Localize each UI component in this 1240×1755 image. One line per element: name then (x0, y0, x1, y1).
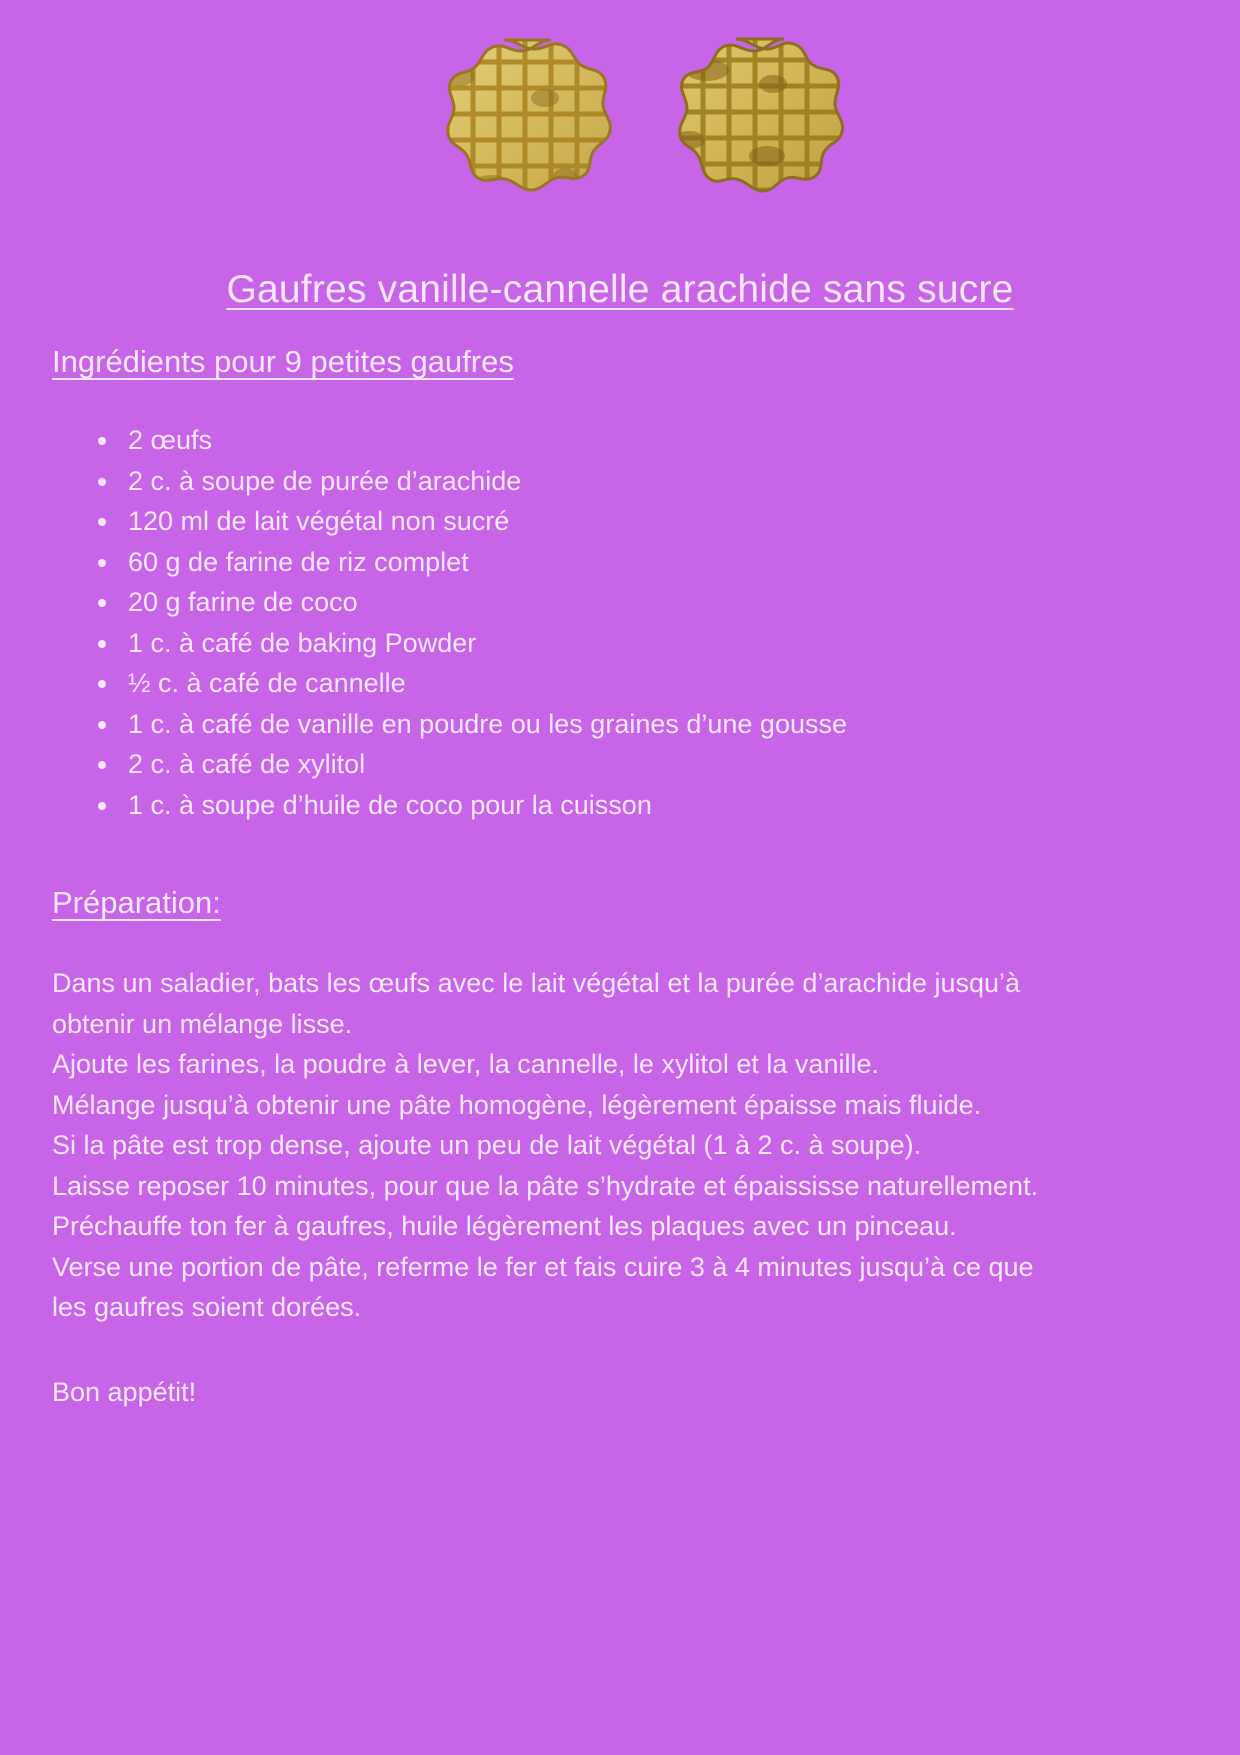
list-item: 2 c. à soupe de purée d’arachide (124, 461, 1188, 502)
list-item: 20 g farine de coco (124, 582, 1188, 623)
list-item: 1 c. à café de vanille en poudre ou les graines d’une gousse (124, 704, 1188, 745)
list-item: 1 c. à café de baking Powder (124, 623, 1188, 664)
list-item: 2 œufs (124, 420, 1188, 461)
closing-note: Bon appétit! (52, 1376, 197, 1407)
list-item: 60 g de farine de riz complet (124, 542, 1188, 583)
list-item: 120 ml de lait végétal non sucré (124, 501, 1188, 542)
preparation-step: Si la pâte est trop dense, ajoute un peu de lait végétal (1 à 2 c. à soupe). (52, 1130, 922, 1160)
preparation-step: Ajoute les farines, la poudre à lever, la cannelle, le xylitol et la vanille. (52, 1049, 879, 1079)
list-item: 2 c. à café de xylitol (124, 744, 1188, 785)
preparation-step: Laisse reposer 10 minutes, pour que la pâte s’hydrate et épaississe naturellement. (52, 1170, 1039, 1201)
page-title: Gaufres vanille-cannelle arachide sans sucre (226, 268, 1014, 311)
waffle-right (627, 36, 845, 236)
preparation-heading: Préparation: (52, 885, 221, 920)
waffles-photo (385, 26, 855, 246)
ingredients-heading: Ingrédients pour 9 petites gaufres (52, 344, 514, 379)
preparation-step: Verse une portion de pâte, referme le fer et fais cuire 3 à 4 minutes jusqu’à ce que les gaufres soient dorées. (52, 1251, 1034, 1322)
preparation-step: Mélange jusqu’à obtenir une pâte homogène, légèrement épaisse mais fluide. (52, 1089, 982, 1120)
recipe-image-block (52, 0, 1188, 246)
preparation-step: Dans un saladier, bats les œufs avec le lait végétal et la purée d’arachide jusqu’à obtenir un mélange lisse. (52, 968, 1021, 1039)
list-item: ½ c. à café de cannelle (124, 663, 1188, 704)
waffle-left (395, 36, 613, 236)
ingredients-list (52, 420, 1188, 825)
preparation-step: Préchauffe ton fer à gaufres, huile légèrement les plaques avec un pinceau. (52, 1211, 957, 1241)
list-item: 1 c. à soupe d’huile de coco pour la cuisson (124, 785, 1188, 826)
preparation-steps (52, 963, 1188, 1328)
